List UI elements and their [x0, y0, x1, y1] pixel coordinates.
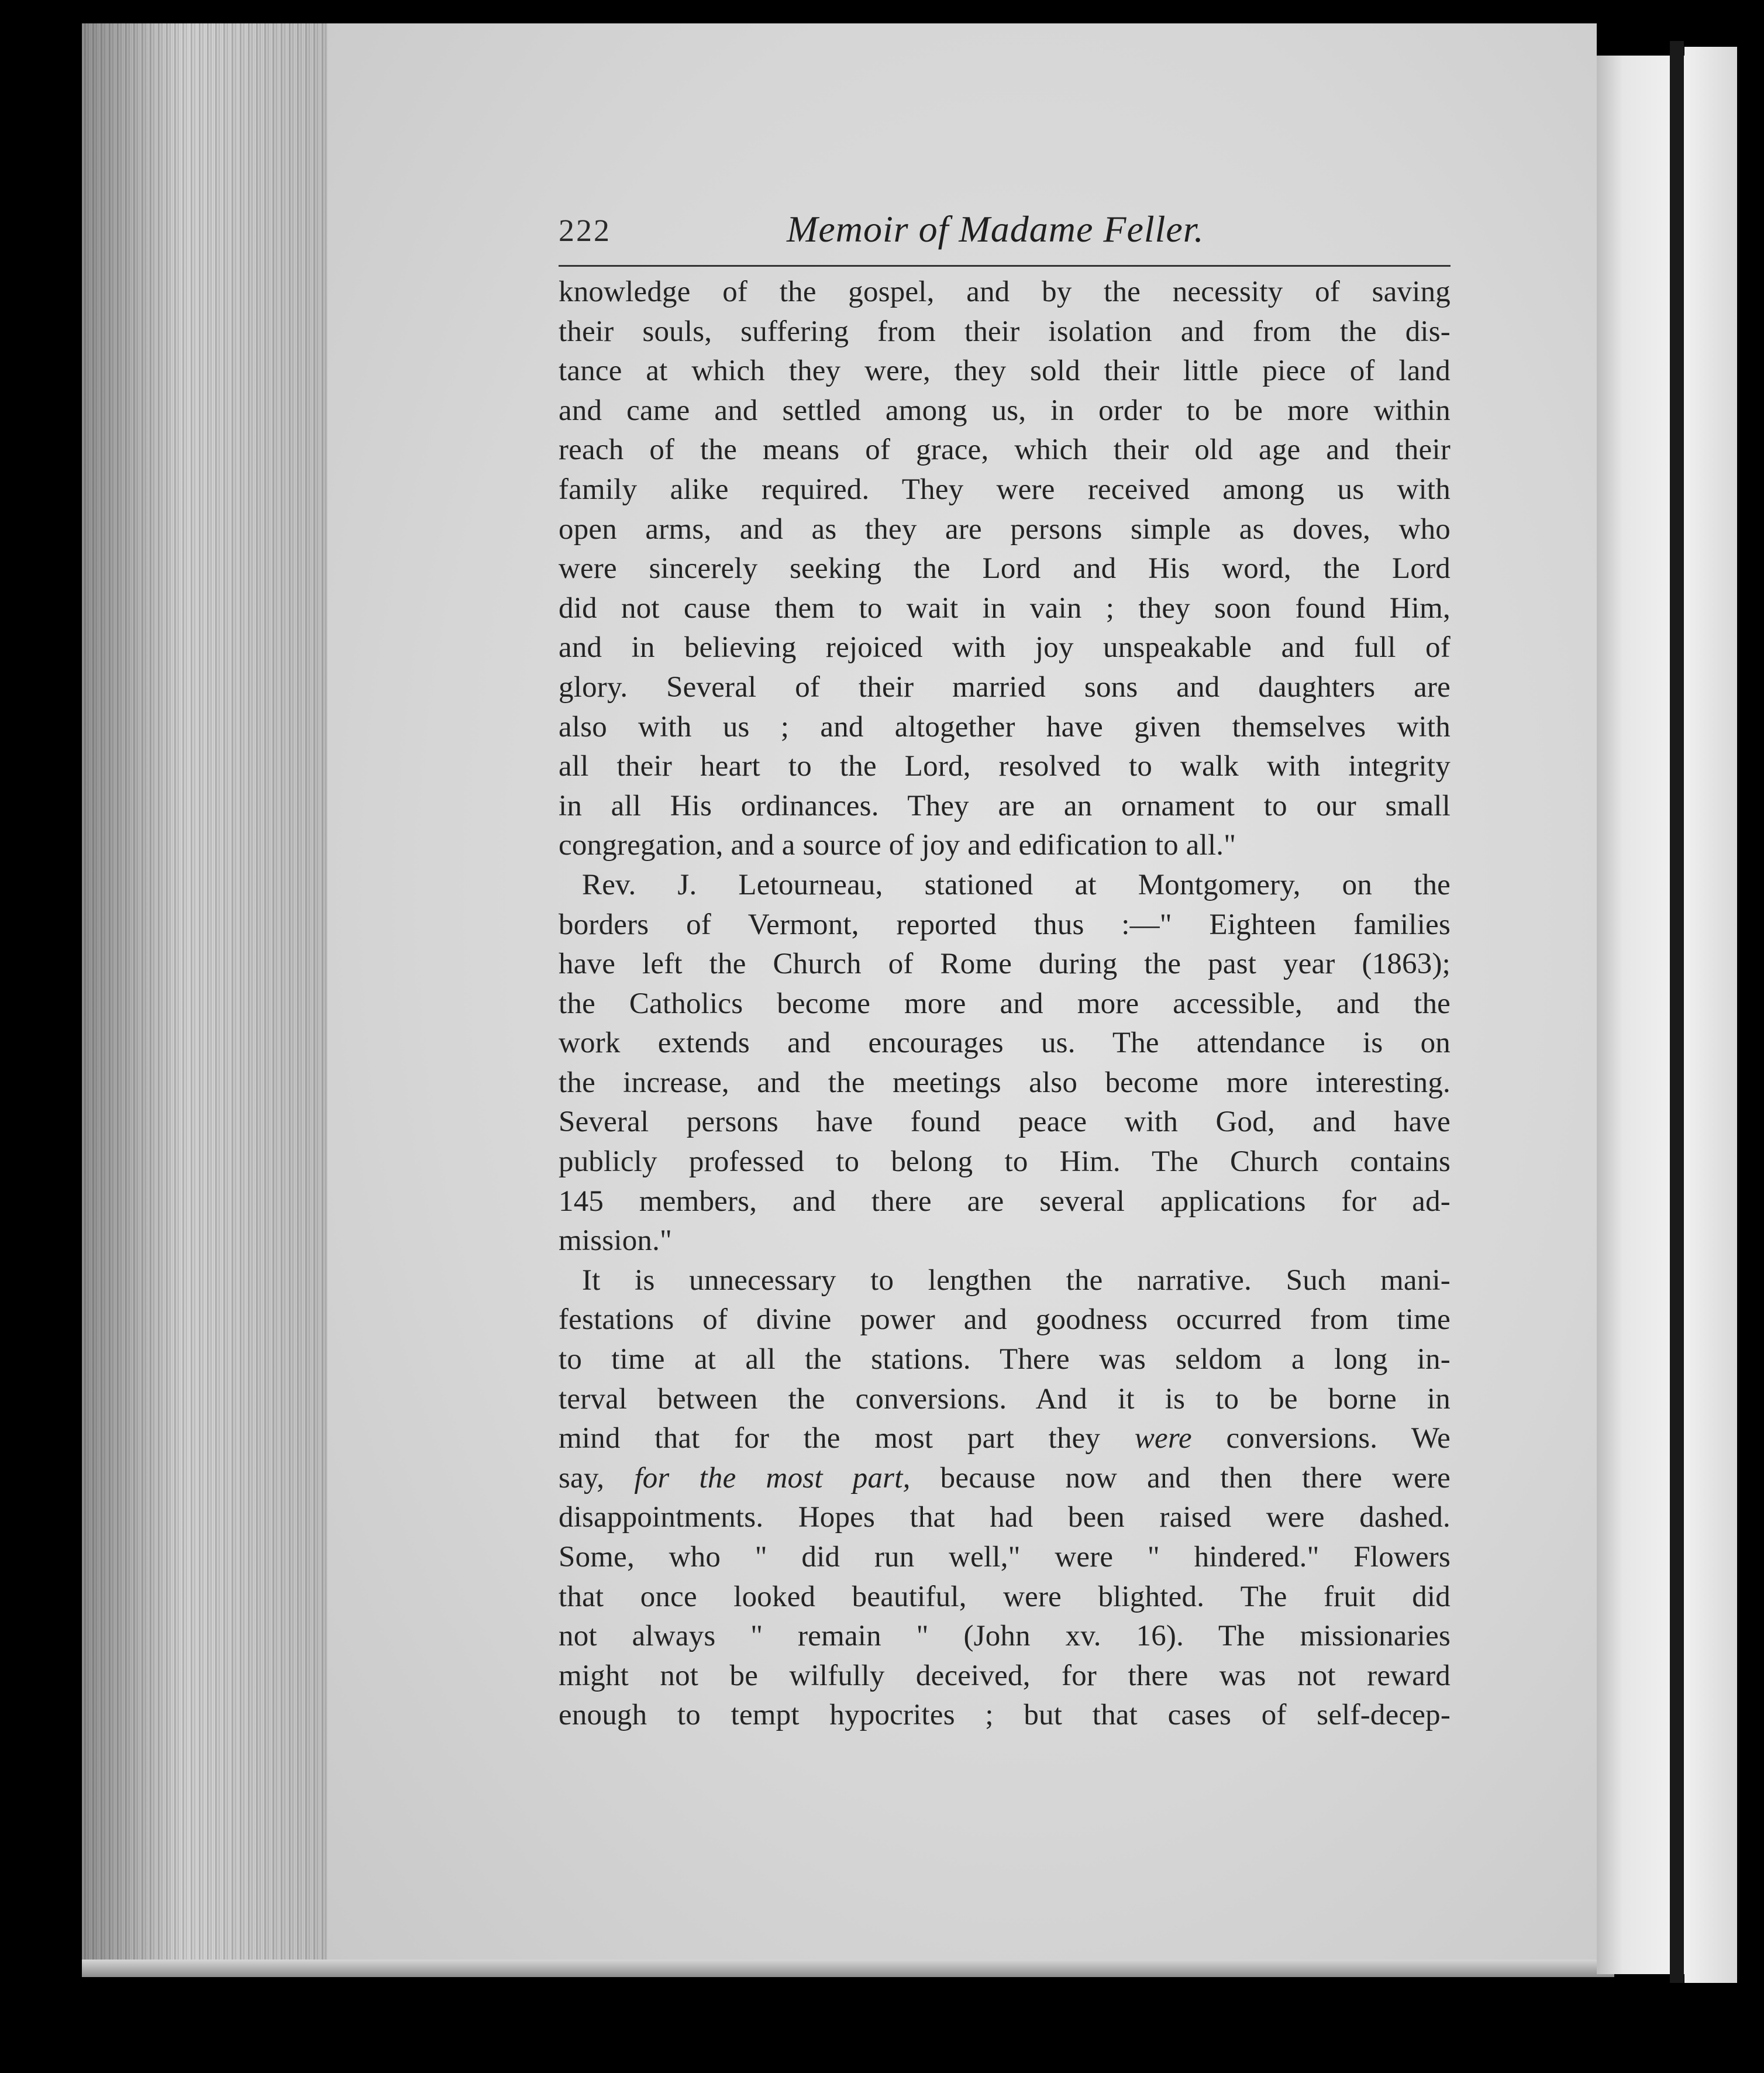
- text-run: conversions. We: [1191, 1422, 1451, 1455]
- text-line: reach of the means of grace, which their old age and their: [559, 433, 1451, 467]
- text-line: in all His ordinances. They are an ornament to our small: [559, 789, 1451, 822]
- paragraph-1: [559, 273, 1451, 866]
- text-line: festations of divine power and goodness occurred from time: [559, 1303, 1451, 1337]
- text-line: to time at all the stations. There was seldom a long in-: [559, 1343, 1451, 1376]
- running-title: Memoir of Madame Feller.: [787, 208, 1204, 250]
- text-run: say,: [559, 1461, 635, 1495]
- page-bottom-edge: [82, 1960, 1614, 1977]
- right-page-edge: [1684, 47, 1737, 1983]
- text-line: work extends and encourages us. The attendance is on: [559, 1027, 1451, 1060]
- text-line: might not be wilfully deceived, for there was not reward: [559, 1659, 1451, 1692]
- text-line: their souls, suffering from their isolation and from the dis-: [559, 315, 1451, 348]
- text-line: tance at which they were, they sold their little piece of land: [559, 354, 1451, 388]
- text-line: mission.": [559, 1224, 673, 1258]
- text-line: and in believing rejoiced with joy unspeakable and full of: [559, 631, 1451, 664]
- text-line: and came and settled among us, in order to be more within: [559, 394, 1451, 427]
- text-line: not always " remain " (John xv. 16). The missionaries: [559, 1620, 1451, 1653]
- text-line: also with us ; and altogether have given themselves with: [559, 710, 1451, 743]
- text-line: It is unnecessary to lengthen the narrative. Such mani-: [582, 1263, 1451, 1297]
- text-line: family alike required. They were received among us with: [559, 473, 1451, 506]
- text-line: disappointments. Hopes that had been raised were dashed.: [559, 1501, 1451, 1534]
- running-head: [559, 208, 1451, 260]
- paragraph-3: [559, 1261, 1451, 1735]
- text-line: open arms, and as they are persons simple as doves, who: [559, 512, 1451, 546]
- text-line: were sincerely seeking the Lord and His word, the Lord: [559, 552, 1451, 586]
- text-line-mixed: [559, 1459, 1451, 1499]
- italic-run: were: [1134, 1422, 1192, 1455]
- text-line-mixed: [559, 1419, 1451, 1459]
- paragraph-2: [559, 866, 1451, 1261]
- text-line: Rev. J. Letourneau, stationed at Montgomery, on the: [582, 868, 1451, 901]
- text-line: enough to tempt hypocrites ; but that cases of self-decep-: [559, 1699, 1451, 1732]
- text-run: mind that for the most part they: [559, 1422, 1135, 1455]
- text-line: the Catholics become more and more accessible, and the: [559, 987, 1451, 1020]
- text-line: Several persons have found peace with God, and have: [559, 1106, 1451, 1139]
- text-line: publicly professed to belong to Him. The Church contains: [559, 1145, 1451, 1179]
- header-rule: [559, 265, 1451, 267]
- text-line: congregation, and a source of joy and edification to all.": [559, 829, 1236, 862]
- text-line: that once looked beautiful, were blighted. The fruit did: [559, 1580, 1451, 1613]
- page-number: 222: [559, 213, 611, 248]
- text-line: all their heart to the Lord, resolved to walk with integrity: [559, 750, 1451, 783]
- text-run: because now and then there were: [910, 1461, 1451, 1495]
- text-line: did not cause them to wait in vain ; they soon found Him,: [559, 591, 1451, 625]
- book-gutter: [1670, 41, 1684, 1983]
- page-text-block: [559, 208, 1451, 1735]
- text-line: terval between the conversions. And it is to be borne in: [559, 1382, 1451, 1416]
- text-line: knowledge of the gospel, and by the necessity of saving: [559, 276, 1451, 308]
- text-line: the increase, and the meetings also become more interesting.: [559, 1066, 1451, 1099]
- text-line: Some, who " did run well," were " hindered." Flowers: [559, 1541, 1451, 1573]
- italic-run: for the most part,: [634, 1461, 911, 1495]
- text-line: have left the Church of Rome during the past year (1863);: [559, 948, 1451, 981]
- text-line: borders of Vermont, reported thus :—" Eighteen families: [559, 908, 1451, 941]
- page-stack-shadow: [82, 23, 339, 1965]
- text-line: glory. Several of their married sons and daughters are: [559, 670, 1451, 704]
- text-line: 145 members, and there are several applications for ad-: [559, 1184, 1451, 1218]
